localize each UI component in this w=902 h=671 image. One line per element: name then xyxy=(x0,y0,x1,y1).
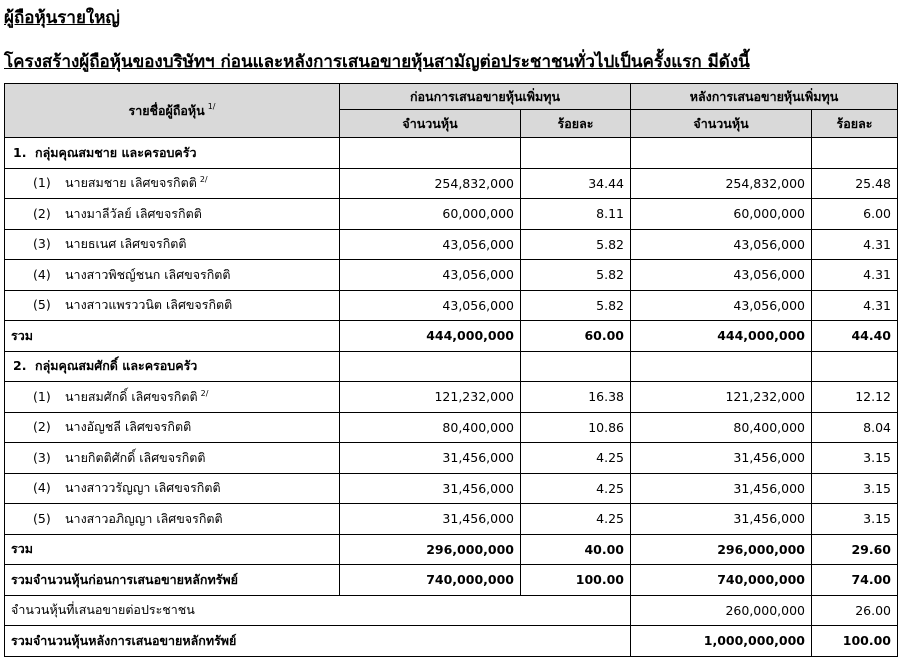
header-before-offering: ก่อนการเสนอขายหุ้นเพิ่มทุน xyxy=(340,84,631,110)
group-title xyxy=(5,138,340,169)
shareholder-name-cell xyxy=(5,473,340,504)
table-caption: โครงสร้างผู้ถือหุ้นของบริษัทฯ ก่อนและหลังการเสนอขายหุ้นสามัญต่อประชาชนทั่วไปเป็นครั้งแรก มีดังนี้ xyxy=(4,52,750,72)
table-row xyxy=(5,443,898,474)
shares-after-cell: 43,056,000 xyxy=(631,229,812,260)
empty-cell xyxy=(340,138,521,169)
total-shares-before: 296,000,000 xyxy=(340,534,521,565)
table-row xyxy=(5,199,898,230)
group-total-row xyxy=(5,321,898,352)
group-header-row xyxy=(5,138,898,169)
header-row-1 xyxy=(5,84,898,110)
header-percent-after: ร้อยละ xyxy=(812,110,898,138)
percent-before-cell: 8.11 xyxy=(521,199,631,230)
header-shareholder-name xyxy=(5,84,340,138)
header-name-label: รายชื่อผู้ถือหุ้น xyxy=(128,102,205,118)
percent-before-cell: 4.25 xyxy=(521,473,631,504)
table-row xyxy=(5,412,898,443)
shares-before-cell: 43,056,000 xyxy=(340,260,521,291)
shareholder-table xyxy=(4,83,898,657)
total-percent-before: 40.00 xyxy=(521,534,631,565)
footnote-marker: 2/ xyxy=(199,175,208,185)
empty-cell xyxy=(631,351,812,382)
percent-before-cell: 5.82 xyxy=(521,229,631,260)
member-number: (2) xyxy=(33,419,51,435)
shareholder-name-cell xyxy=(5,382,340,413)
shares-before-cell: 254,832,000 xyxy=(340,168,521,199)
total-shares-after: 296,000,000 xyxy=(631,534,812,565)
shares-before-cell: 80,400,000 xyxy=(340,412,521,443)
offered-to-public-row xyxy=(5,595,898,626)
total-before-shares-before: 740,000,000 xyxy=(340,565,521,596)
group-total-label: รวม xyxy=(5,534,340,565)
percent-before-cell: 5.82 xyxy=(521,260,631,291)
percent-after-cell: 3.15 xyxy=(812,443,898,474)
percent-after-cell: 4.31 xyxy=(812,229,898,260)
total-after-offering-label: รวมจำนวนหุ้นหลังการเสนอขายหลักทรัพย์ xyxy=(5,626,631,657)
member-name: นางสาวอภิญญา เลิศขจรกิตติ xyxy=(65,510,223,526)
total-before-offering-label: รวมจำนวนหุ้นก่อนการเสนอขายหลักทรัพย์ xyxy=(5,565,340,596)
shareholder-name-cell xyxy=(5,290,340,321)
shares-after-cell: 121,232,000 xyxy=(631,382,812,413)
shares-after-cell: 43,056,000 xyxy=(631,290,812,321)
total-shares-after: 444,000,000 xyxy=(631,321,812,352)
member-number: (1) xyxy=(33,175,51,191)
member-name: นายธเนศ เลิศขจรกิตติ xyxy=(65,236,187,252)
member-number: (3) xyxy=(33,236,51,252)
shares-after-cell: 80,400,000 xyxy=(631,412,812,443)
shareholder-name-cell xyxy=(5,504,340,535)
header-after-offering: หลังการเสนอขายหุ้นเพิ่มทุน xyxy=(631,84,898,110)
total-after-shares-after: 1,000,000,000 xyxy=(631,626,812,657)
header-shares-after: จำนวนหุ้น xyxy=(631,110,812,138)
offered-shares-after: 260,000,000 xyxy=(631,595,812,626)
shares-after-cell: 254,832,000 xyxy=(631,168,812,199)
group-title-text: กลุ่มคุณสมศักดิ์ และครอบครัว xyxy=(35,358,198,374)
percent-after-cell: 8.04 xyxy=(812,412,898,443)
total-before-percent-before: 100.00 xyxy=(521,565,631,596)
table-row xyxy=(5,473,898,504)
table-row xyxy=(5,260,898,291)
percent-after-cell: 4.31 xyxy=(812,290,898,321)
table-row xyxy=(5,382,898,413)
shares-before-cell: 31,456,000 xyxy=(340,473,521,504)
percent-before-cell: 34.44 xyxy=(521,168,631,199)
empty-cell xyxy=(631,138,812,169)
shareholder-name-cell xyxy=(5,168,340,199)
group-header-row xyxy=(5,351,898,382)
member-number: (5) xyxy=(33,297,51,313)
member-name: นางสาววรัญญา เลิศขจรกิตติ xyxy=(65,480,221,496)
total-percent-before: 60.00 xyxy=(521,321,631,352)
shares-after-cell: 43,056,000 xyxy=(631,260,812,291)
member-name: นายสมศักดิ์ เลิศขจรกิตติ xyxy=(65,388,198,404)
group-total-label: รวม xyxy=(5,321,340,352)
shares-before-cell: 60,000,000 xyxy=(340,199,521,230)
shares-after-cell: 31,456,000 xyxy=(631,443,812,474)
total-percent-after: 29.60 xyxy=(812,534,898,565)
shares-after-cell: 31,456,000 xyxy=(631,473,812,504)
total-before-shares-after: 740,000,000 xyxy=(631,565,812,596)
member-name: นายกิตติศักดิ์ เลิศขจรกิตติ xyxy=(65,449,206,465)
member-name: นางสาวแพรววนิต เลิศขจรกิตติ xyxy=(65,297,233,313)
member-number: (4) xyxy=(33,480,51,496)
total-before-percent-after: 74.00 xyxy=(812,565,898,596)
empty-cell xyxy=(812,138,898,169)
group-index: 1. xyxy=(13,144,27,160)
shares-after-cell: 60,000,000 xyxy=(631,199,812,230)
total-percent-after: 44.40 xyxy=(812,321,898,352)
empty-cell xyxy=(521,351,631,382)
member-number: (1) xyxy=(33,388,51,404)
percent-after-cell: 3.15 xyxy=(812,504,898,535)
table-row xyxy=(5,229,898,260)
table-row xyxy=(5,168,898,199)
percent-before-cell: 4.25 xyxy=(521,504,631,535)
shares-before-cell: 121,232,000 xyxy=(340,382,521,413)
percent-before-cell: 16.38 xyxy=(521,382,631,413)
member-number: (2) xyxy=(33,205,51,221)
percent-after-cell: 3.15 xyxy=(812,473,898,504)
percent-after-cell: 12.12 xyxy=(812,382,898,413)
header-shares-before: จำนวนหุ้น xyxy=(340,110,521,138)
shares-before-cell: 31,456,000 xyxy=(340,443,521,474)
shareholder-name-cell xyxy=(5,260,340,291)
shareholder-name-cell xyxy=(5,229,340,260)
shares-before-cell: 43,056,000 xyxy=(340,290,521,321)
section-heading: ผู้ถือหุ้นรายใหญ่ xyxy=(4,8,120,28)
shares-before-cell: 43,056,000 xyxy=(340,229,521,260)
footnote-marker: 1/ xyxy=(207,102,216,112)
member-number: (3) xyxy=(33,449,51,465)
percent-after-cell: 4.31 xyxy=(812,260,898,291)
table-row xyxy=(5,504,898,535)
percent-after-cell: 25.48 xyxy=(812,168,898,199)
shares-after-cell: 31,456,000 xyxy=(631,504,812,535)
shareholder-name-cell xyxy=(5,412,340,443)
group-total-row xyxy=(5,534,898,565)
member-number: (4) xyxy=(33,266,51,282)
offered-percent-after: 26.00 xyxy=(812,595,898,626)
shareholder-name-cell xyxy=(5,199,340,230)
percent-before-cell: 5.82 xyxy=(521,290,631,321)
member-name: นางมาลีวัลย์ เลิศขจรกิตติ xyxy=(65,205,202,221)
total-after-offering-row xyxy=(5,626,898,657)
percent-before-cell: 4.25 xyxy=(521,443,631,474)
total-before-offering-row xyxy=(5,565,898,596)
offered-to-public-label: จำนวนหุ้นที่เสนอขายต่อประชาชน xyxy=(5,595,631,626)
member-number: (5) xyxy=(33,510,51,526)
table-row xyxy=(5,290,898,321)
total-after-percent-after: 100.00 xyxy=(812,626,898,657)
percent-after-cell: 6.00 xyxy=(812,199,898,230)
percent-before-cell: 10.86 xyxy=(521,412,631,443)
group-title xyxy=(5,351,340,382)
member-name: นางสาวพิชญ์ชนก เลิศขจรกิตติ xyxy=(65,266,231,282)
shareholder-name-cell xyxy=(5,443,340,474)
member-name: นางอัญชลี เลิศขจรกิตติ xyxy=(65,419,192,435)
empty-cell xyxy=(521,138,631,169)
header-percent-before: ร้อยละ xyxy=(521,110,631,138)
total-shares-before: 444,000,000 xyxy=(340,321,521,352)
shares-before-cell: 31,456,000 xyxy=(340,504,521,535)
footnote-marker: 2/ xyxy=(200,388,209,398)
member-name: นายสมชาย เลิศขจรกิตติ xyxy=(65,175,197,191)
empty-cell xyxy=(340,351,521,382)
empty-cell xyxy=(812,351,898,382)
group-index: 2. xyxy=(13,358,27,374)
group-title-text: กลุ่มคุณสมชาย และครอบครัว xyxy=(35,144,197,160)
